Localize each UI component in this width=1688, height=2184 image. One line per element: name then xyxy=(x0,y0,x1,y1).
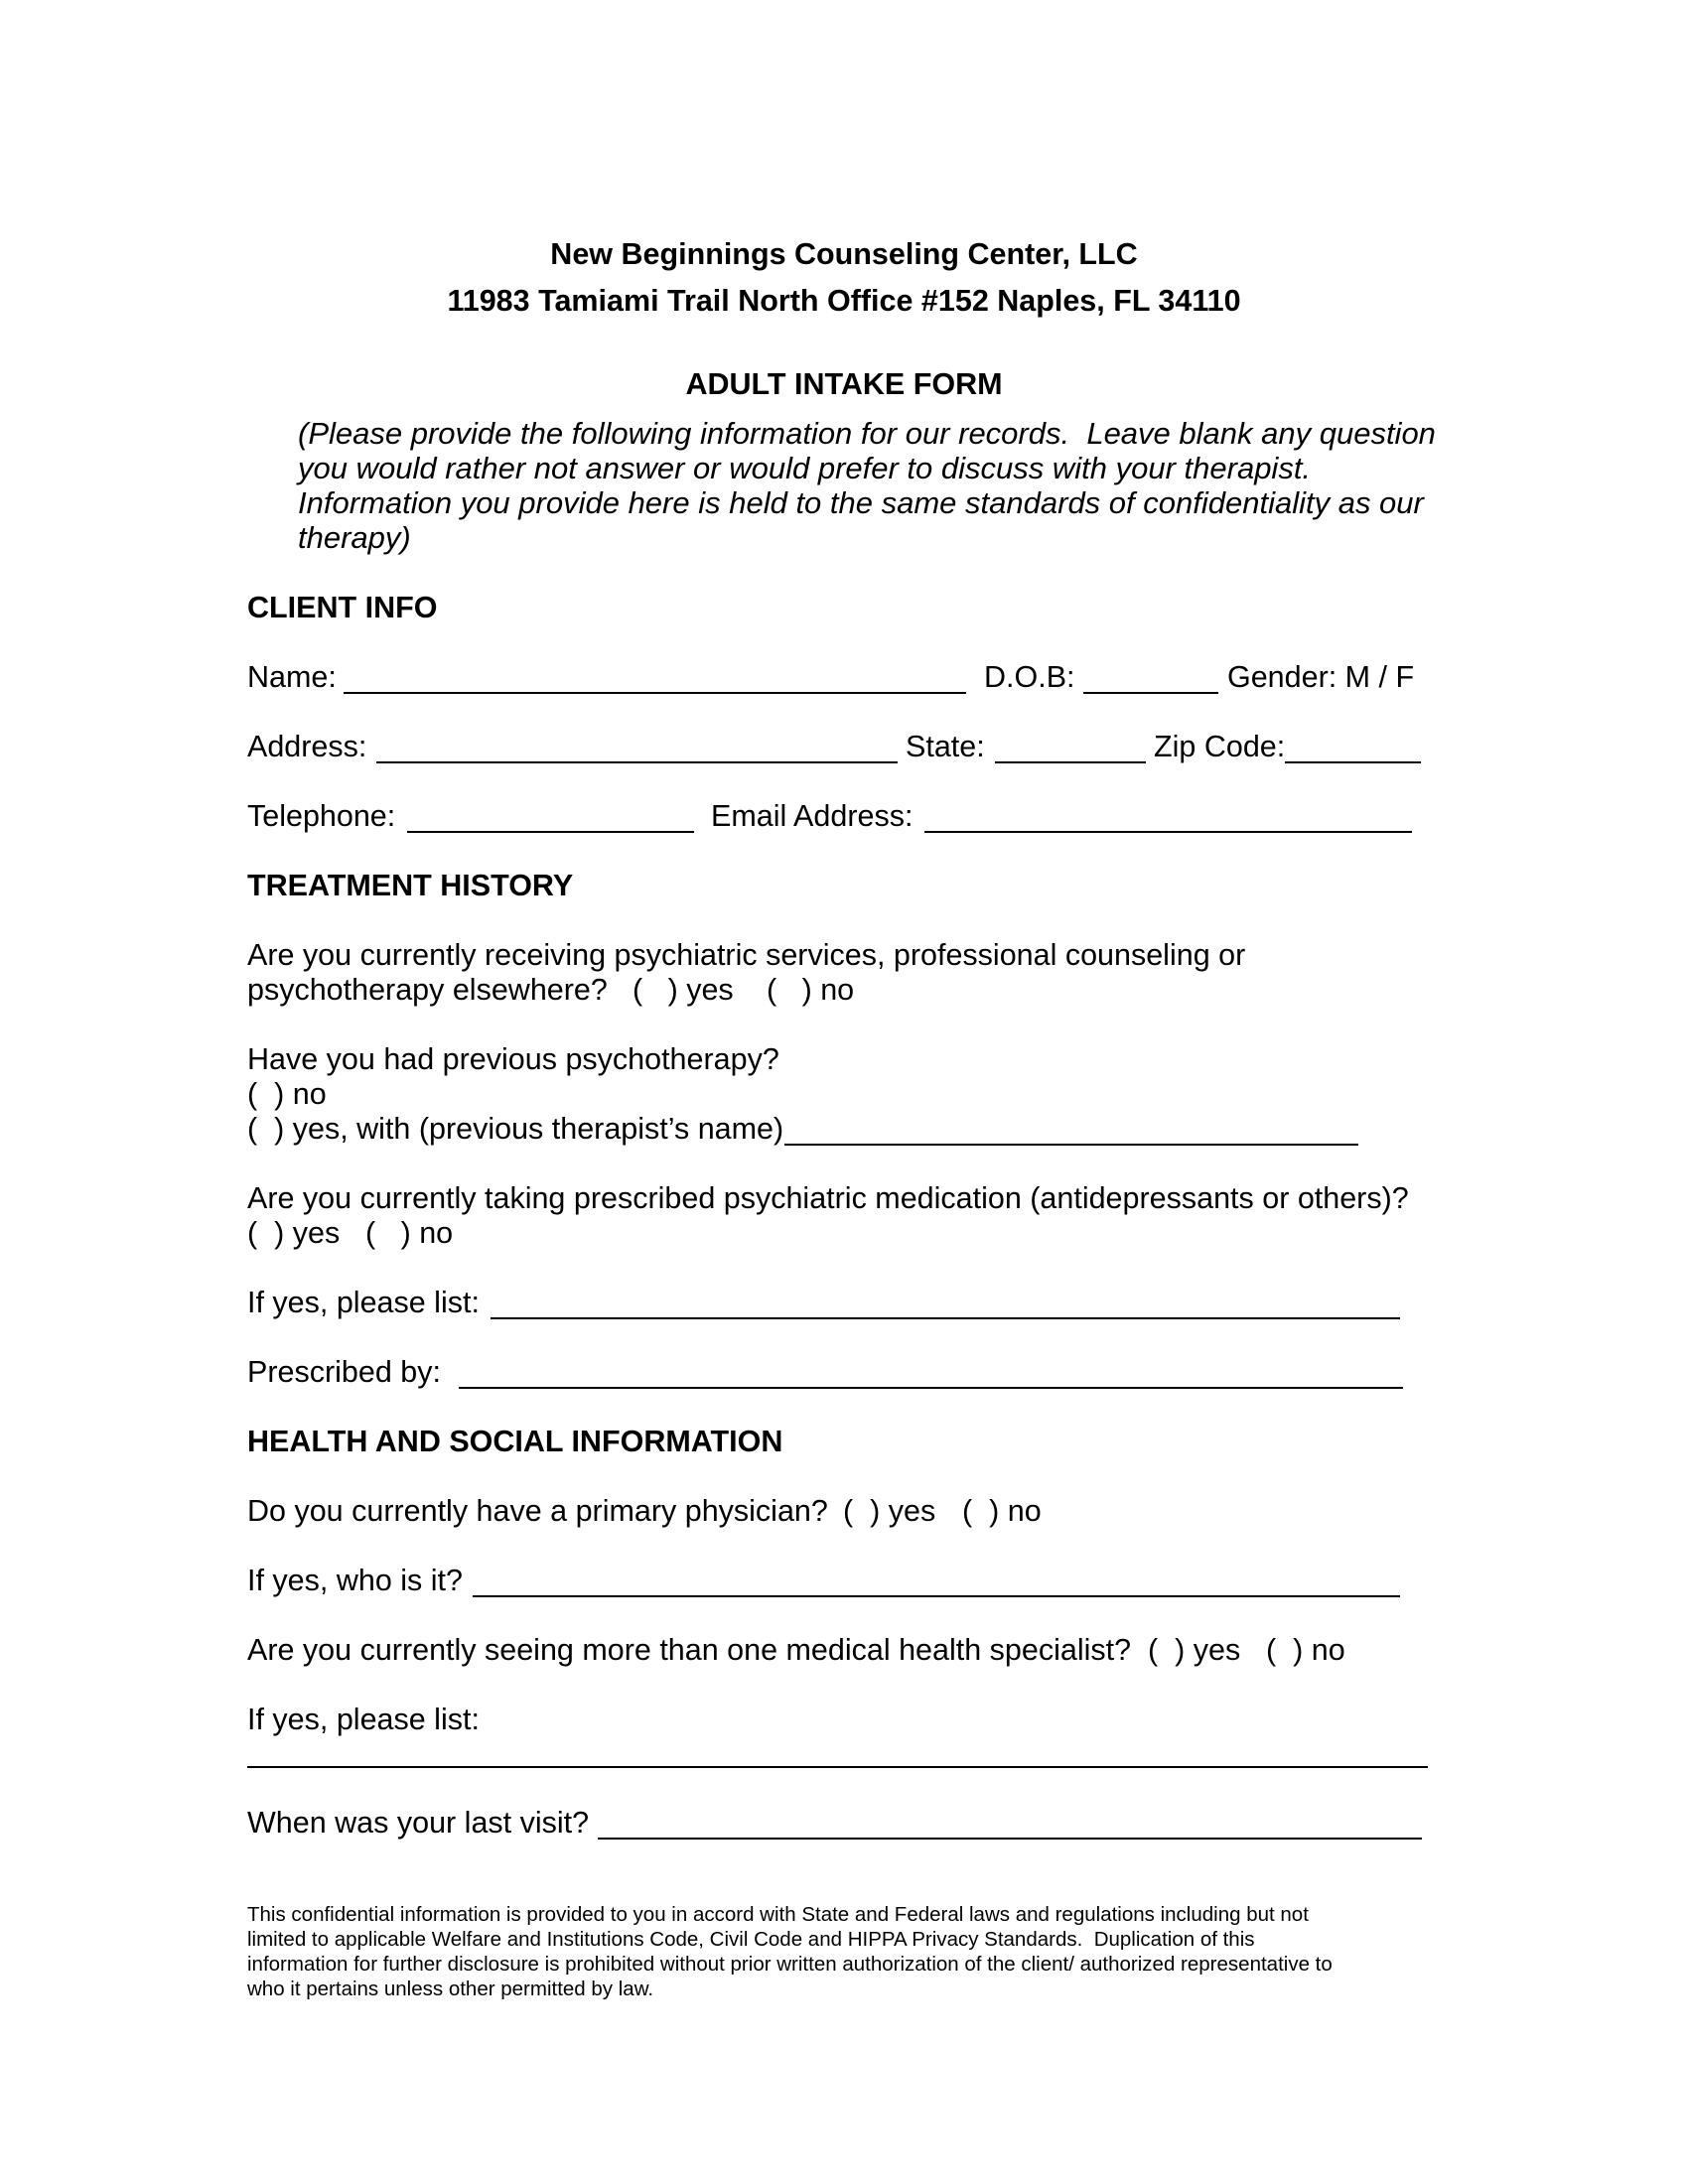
form-title: ADULT INTAKE FORM xyxy=(685,367,1003,401)
email-label: Email Address: xyxy=(711,799,914,833)
name-field[interactable] xyxy=(344,692,966,694)
previous-therapy-question: Have you had previous psychotherapy? xyxy=(247,1042,779,1076)
dob-label: D.O.B: xyxy=(984,660,1075,694)
org-name: New Beginnings Counseling Center, LLC xyxy=(550,237,1138,271)
medication-list-field[interactable] xyxy=(491,1317,1400,1319)
zip-label: Zip Code: xyxy=(1154,730,1286,763)
name-label: Name: xyxy=(247,660,337,694)
previous-therapist-field[interactable] xyxy=(784,1144,1358,1146)
medication-no-option[interactable]: ( ) no xyxy=(365,1216,454,1250)
client-info-heading: CLIENT INFO xyxy=(247,591,438,624)
confidentiality-notice-line: limited to applicable Welfare and Institutions Code, Civil Code and HIPPA Privacy Standards. Duplication of this xyxy=(247,1928,1255,1951)
current-services-yes-option[interactable]: ( ) yes xyxy=(633,973,734,1007)
physician-name-label: If yes, who is it? xyxy=(247,1564,463,1597)
state-field[interactable] xyxy=(995,761,1146,763)
confidentiality-notice-line: information for further disclosure is prohibited without prior written authorization of the client/ authorized representative to xyxy=(247,1953,1333,1976)
previous-therapy-yes-option[interactable]: ( ) yes, with (previous therapist’s name) xyxy=(247,1112,784,1146)
org-address: 11983 Tamiami Trail North Office #152 Naples, FL 34110 xyxy=(447,284,1241,318)
instructions-line: Information you provide here is held to the same standards of confidentiality as our xyxy=(298,485,1424,520)
health-social-heading: HEALTH AND SOCIAL INFORMATION xyxy=(247,1425,783,1458)
confidentiality-notice-line: This confidential information is provided to you in accord with State and Federal laws and regulations including but not xyxy=(247,1903,1309,1926)
email-field[interactable] xyxy=(924,831,1412,833)
current-services-question: Are you currently receiving psychiatric services, professional counseling or xyxy=(247,938,1246,972)
instructions-line: you would rather not answer or would prefer to discuss with your therapist. xyxy=(298,451,1312,485)
physician-name-field[interactable] xyxy=(473,1595,1400,1597)
current-services-question: psychotherapy elsewhere? xyxy=(247,973,608,1007)
specialist-no-option[interactable]: ( ) no xyxy=(1266,1633,1345,1667)
medication-list-label: If yes, please list: xyxy=(247,1286,480,1319)
physician-yes-option[interactable]: ( ) yes xyxy=(843,1494,936,1528)
current-services-no-option[interactable]: ( ) no xyxy=(767,973,855,1007)
address-field[interactable] xyxy=(376,761,898,763)
physician-no-option[interactable]: ( ) no xyxy=(962,1494,1042,1528)
specialist-yes-option[interactable]: ( ) yes xyxy=(1148,1633,1241,1667)
last-visit-label: When was your last visit? xyxy=(247,1806,590,1840)
treatment-history-heading: TREATMENT HISTORY xyxy=(247,869,574,902)
zip-field[interactable] xyxy=(1285,761,1421,763)
physician-question: Do you currently have a primary physician? xyxy=(247,1494,828,1528)
address-label: Address: xyxy=(247,730,367,763)
dob-field[interactable] xyxy=(1083,692,1218,694)
medication-yes-option[interactable]: ( ) yes xyxy=(247,1216,341,1250)
previous-therapy-no-option[interactable]: ( ) no xyxy=(247,1077,327,1111)
specialist-question: Are you currently seeing more than one medical health specialist? xyxy=(247,1633,1132,1667)
specialist-list-field[interactable] xyxy=(247,1766,1428,1768)
gender-label: Gender: M / F xyxy=(1227,660,1415,694)
prescribed-by-label: Prescribed by: xyxy=(247,1355,441,1389)
medication-question: Are you currently taking prescribed psychiatric medication (antidepressants or others)? xyxy=(247,1181,1409,1215)
instructions-line: (Please provide the following information for our records. Leave blank any question xyxy=(298,416,1436,451)
instructions-line: therapy) xyxy=(298,520,411,555)
confidentiality-notice-line: who it pertains unless other permitted by law. xyxy=(247,1978,654,2000)
telephone-label: Telephone: xyxy=(247,799,396,833)
specialist-list-label: If yes, please list: xyxy=(247,1703,480,1736)
state-label: State: xyxy=(906,730,985,763)
last-visit-field[interactable] xyxy=(598,1838,1422,1840)
telephone-field[interactable] xyxy=(407,831,694,833)
prescribed-by-field[interactable] xyxy=(459,1387,1403,1389)
